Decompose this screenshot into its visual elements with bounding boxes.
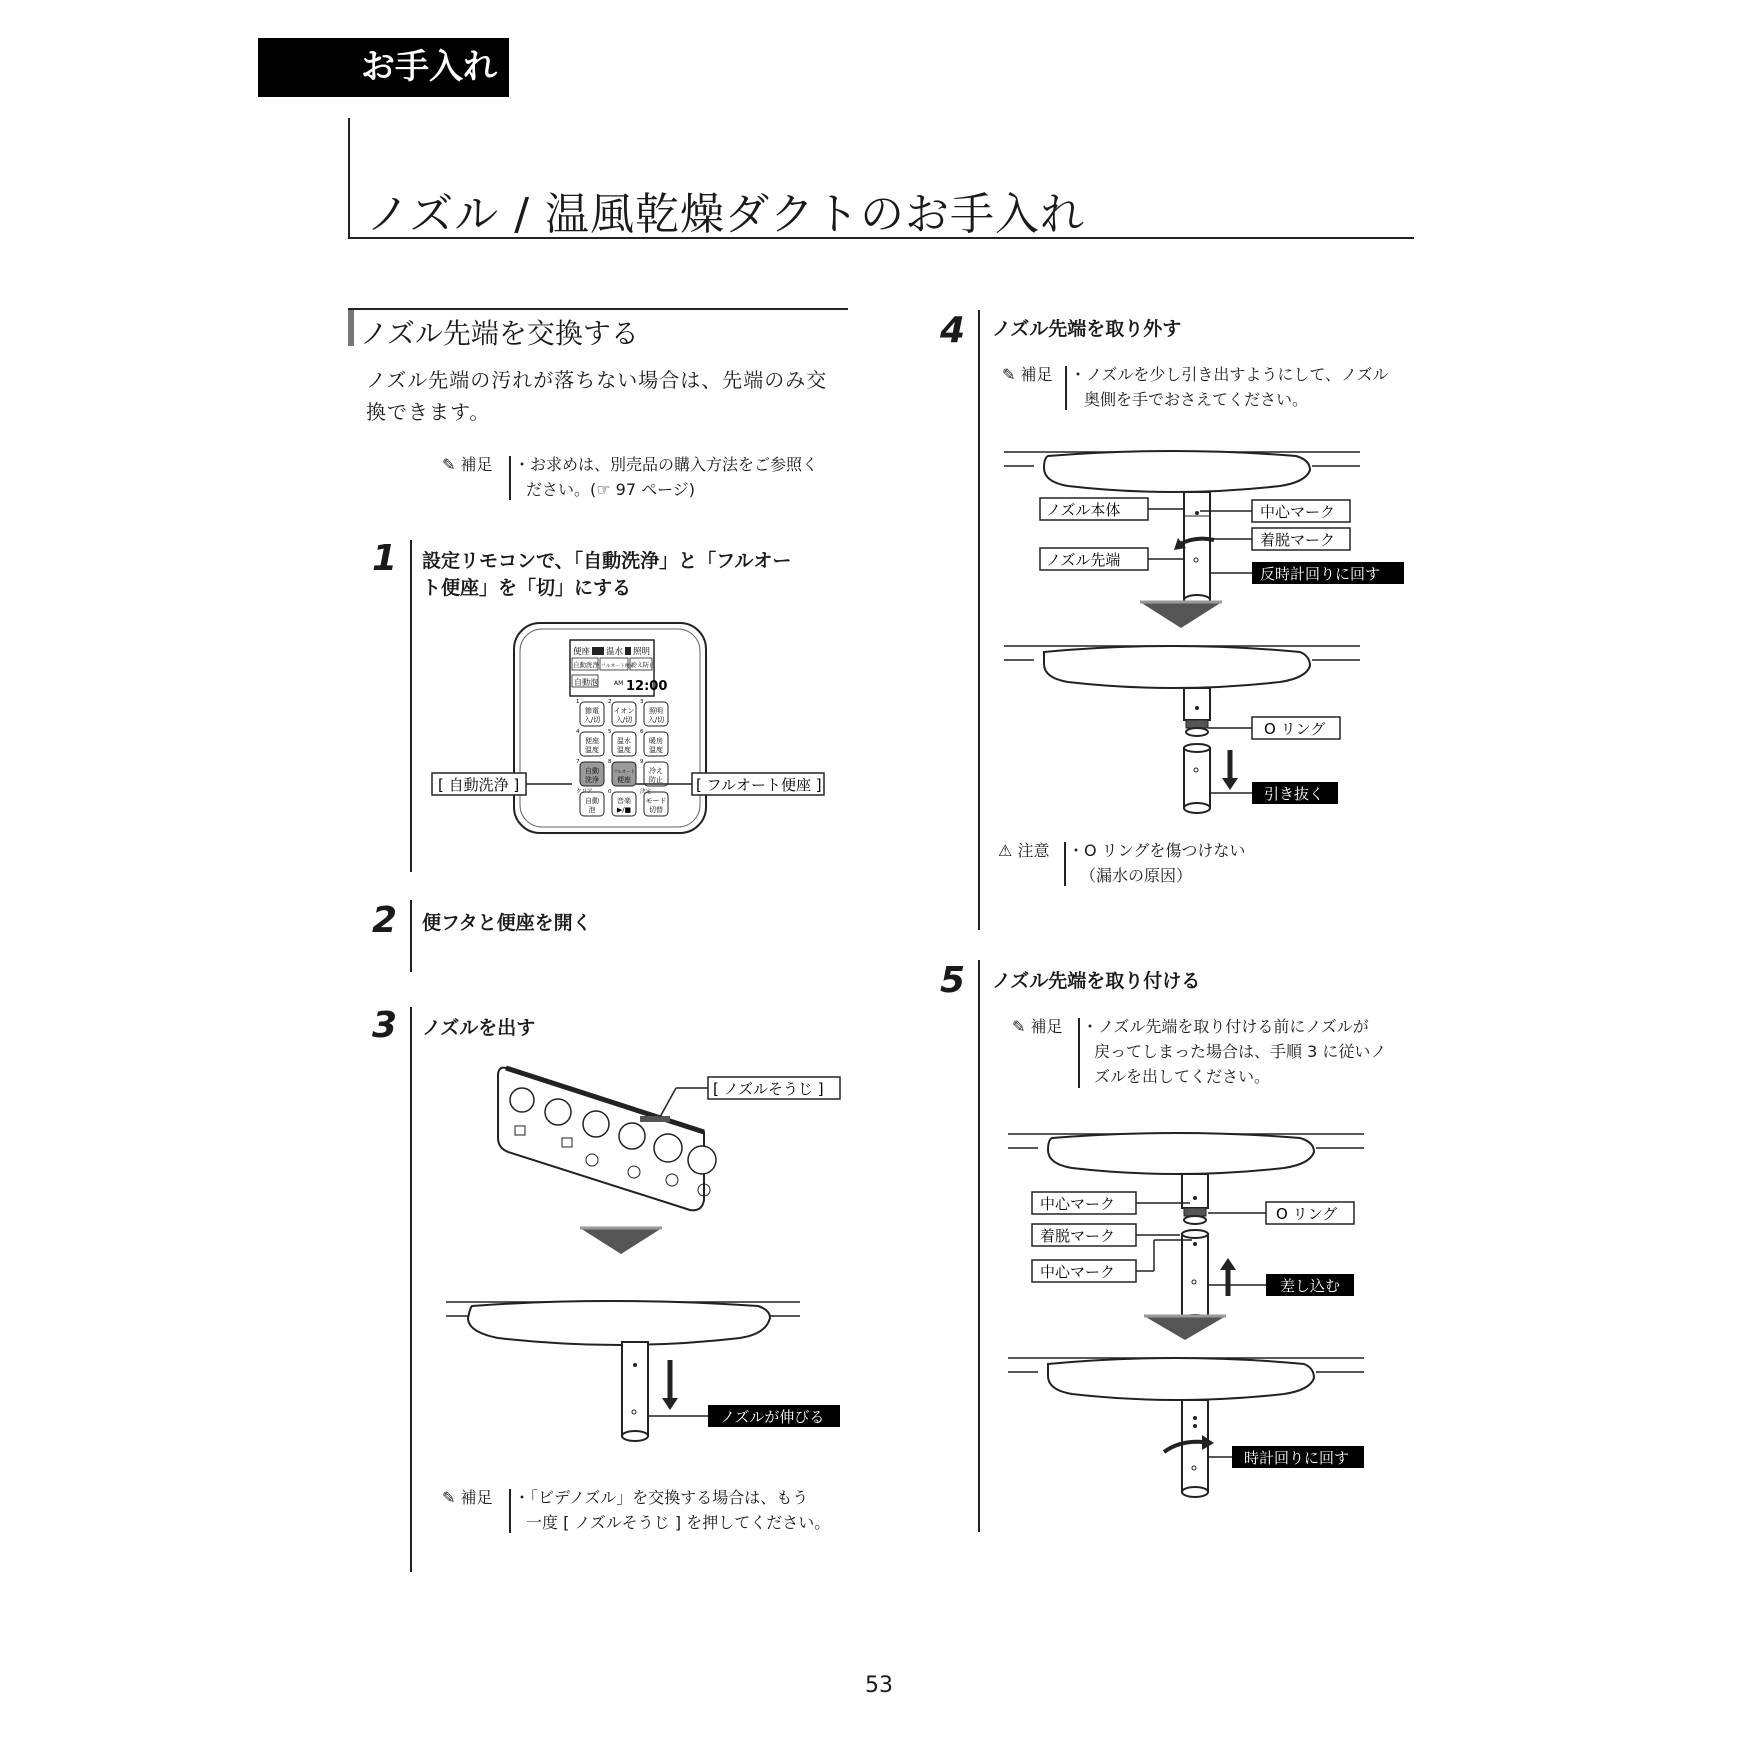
nozzle — [1184, 492, 1210, 600]
step-title — [422, 548, 791, 602]
step-rule — [410, 540, 412, 872]
note-label — [1012, 1014, 1063, 1039]
label-pull: 引き抜く — [1264, 785, 1325, 803]
key-number: 6 — [640, 729, 644, 735]
page-title: ノズル / 温風乾燥ダクトのお手入れ — [366, 189, 1086, 240]
lcd-row-1 — [573, 646, 651, 657]
step-number: 4 — [940, 310, 966, 351]
step3-illustration — [440, 1060, 860, 1450]
lcd-label: 温水 — [606, 647, 624, 657]
key-label: 節電 — [585, 707, 599, 715]
key-number: 8 — [608, 759, 612, 765]
note-before-attach — [1012, 1014, 1432, 1092]
step-title-line-2: ト便座」を「切」にする — [422, 577, 632, 599]
key-number: 1 — [576, 699, 580, 705]
nozzle — [622, 1342, 648, 1436]
o-ring — [1184, 1208, 1206, 1216]
warning-icon: ⚠ — [998, 841, 1013, 860]
caution-line-1: ・O リングを傷つけない — [1068, 841, 1246, 860]
key-label: フルオート — [612, 770, 636, 775]
lcd-time: 12:00 — [626, 679, 668, 694]
lcd-label: フルオート便座 — [601, 664, 635, 669]
key-number: 0 — [608, 789, 612, 795]
note-label — [442, 1485, 493, 1510]
key-label: 照明 — [649, 707, 663, 715]
remote-key — [576, 788, 604, 816]
step-title: 便フタと便座を開く — [422, 912, 592, 934]
step-number: 3 — [372, 1005, 398, 1046]
step-number: 2 — [372, 900, 398, 941]
label-extend: ノズルが伸びる — [720, 1408, 825, 1426]
note-label — [1002, 362, 1053, 387]
caution-label-text: 注意 — [1017, 841, 1050, 860]
down-chevron-icon — [1140, 602, 1222, 628]
step-rule — [978, 310, 980, 930]
intro-line-2: 換できます。 — [366, 400, 491, 424]
lcd-label: 冷え防止 — [631, 662, 656, 669]
key-label: 温度 — [585, 746, 599, 754]
subsection-rule — [348, 308, 848, 310]
note-line-2: 奥側を手でおさえてください。 — [1084, 390, 1309, 409]
note-label-text: 補足 — [1030, 1017, 1063, 1036]
step4-illustration — [1000, 440, 1420, 820]
label-insert: 差し込む — [1280, 1277, 1341, 1295]
label-nozzle-body: ノズル本体 — [1046, 501, 1121, 519]
key-label: 洗浄 — [585, 776, 599, 784]
key-label: 便座 — [617, 776, 631, 784]
callout-nozzle-clean: [ ノズルそうじ ] — [713, 1080, 824, 1098]
note-line-1: ・ノズルを少し引き出すようにして、ノズル — [1070, 365, 1389, 384]
lcd-label: 自動泡 — [574, 678, 598, 687]
o-ring — [1186, 720, 1208, 728]
pencil-icon: ✎ — [442, 455, 456, 474]
note-divider — [509, 1489, 511, 1533]
nozzle-tip — [1184, 748, 1210, 808]
caution-line-2: （漏水の原因） — [1080, 866, 1193, 885]
note-label-text: 補足 — [1020, 365, 1053, 384]
note-line-2: 戻ってしまった場合は、手順 3 に従いノ — [1094, 1042, 1387, 1061]
key-label: 温水 — [617, 737, 631, 745]
key-number: 5 — [608, 729, 612, 735]
note-line-1: ・お求めは、別売品の購入方法をご参照く — [514, 455, 819, 474]
key-label: 泡 — [588, 806, 596, 814]
key-label: 入/切 — [647, 716, 665, 724]
lcd-label: 便座 — [573, 647, 591, 657]
step-title: ノズル先端を取り外す — [992, 318, 1182, 340]
step-rule — [410, 900, 412, 972]
key-number: 4 — [576, 729, 580, 735]
down-chevron-icon — [1144, 1316, 1226, 1340]
note-line-1: ・ノズル先端を取り付ける前にノズルが — [1082, 1017, 1369, 1036]
key-number: 7 — [576, 759, 580, 765]
step5-illustration — [1004, 1122, 1424, 1502]
subsection-marker — [348, 310, 354, 346]
label-nozzle-tip: ノズル先端 — [1046, 551, 1121, 569]
side-control-panel — [498, 1068, 716, 1211]
note-line-2: 一度 [ ノズルそうじ ] を押してください。 — [526, 1513, 831, 1532]
key-number: 2 — [608, 699, 612, 705]
step-number: 1 — [372, 538, 398, 579]
step-rule — [978, 960, 980, 1532]
page-number: 53 — [865, 1673, 893, 1698]
note-line-2: ださい。(☞ 97 ページ) — [526, 480, 696, 499]
lcd-label: 自動洗浄 — [573, 661, 599, 669]
note-label — [442, 452, 493, 477]
pencil-icon: ✎ — [1012, 1017, 1026, 1036]
note-label-text: 補足 — [460, 1488, 493, 1507]
key-label: 入/切 — [615, 716, 633, 724]
label-cw: 時計回りに回す — [1244, 1449, 1350, 1467]
key-label: モード — [645, 797, 667, 805]
key-number: 9 — [640, 759, 644, 765]
key-label: 防止 — [649, 776, 663, 784]
note-bidet — [442, 1485, 842, 1537]
intro-line-1: ノズル先端の汚れが落ちない場合は、先端のみ交 — [366, 368, 828, 392]
remote-control-illustration — [430, 620, 830, 840]
down-chevron-icon — [580, 1228, 662, 1254]
lcd-am: AM — [614, 680, 624, 687]
note-line-3: ズルを出してください。 — [1094, 1067, 1271, 1086]
key-label: 入/切 — [583, 716, 601, 724]
caution-label — [998, 838, 1049, 863]
key-label: 音楽 — [617, 797, 631, 805]
note-divider — [1078, 1018, 1080, 1088]
key-number: 3 — [640, 699, 644, 705]
key-label: 切替 — [649, 806, 663, 814]
label-center-mark-2: 中心マーク — [1040, 1263, 1116, 1281]
step-rule — [410, 1007, 412, 1572]
note-divider — [509, 456, 511, 500]
nozzle-tip — [1182, 1234, 1208, 1320]
note-line-1: ・「ビデノズル」を交換する場合は、もう — [514, 1488, 809, 1507]
step-title: ノズルを出す — [422, 1017, 536, 1039]
subsection-title: ノズル先端を交換する — [360, 317, 639, 350]
key-number: 決定 — [640, 789, 652, 795]
key-number: クリア — [576, 789, 593, 795]
callout-auto-wash: [ 自動洗浄 ] — [438, 776, 520, 794]
intro-text — [366, 364, 856, 428]
key-label: イオン — [613, 707, 635, 715]
label-center-mark: 中心マーク — [1260, 503, 1336, 521]
pencil-icon: ✎ — [1002, 365, 1016, 384]
step-number: 5 — [940, 960, 966, 1001]
step-title-line-1: 設定リモコンで、「自動洗浄」と「フルオー — [422, 550, 792, 572]
note-hold-nozzle — [1002, 362, 1422, 414]
label-ccw: 反時計回りに回す — [1260, 565, 1381, 583]
label-center-mark-1: 中心マーク — [1040, 1195, 1116, 1213]
key-label: 自動 — [585, 767, 599, 775]
label-oring: O リング — [1276, 1205, 1338, 1223]
step-title: ノズル先端を取り付ける — [992, 970, 1201, 992]
note-label-text: 補足 — [460, 455, 493, 474]
key-label: 暖房 — [649, 737, 663, 745]
label-detach-mark: 着脱マーク — [1040, 1227, 1116, 1245]
note-divider — [1064, 842, 1066, 886]
key-label: ▶/■ — [616, 806, 632, 814]
callout-full-auto: [ フルオート便座 ] — [696, 776, 822, 794]
key-label: 温度 — [617, 746, 631, 754]
key-label: 温度 — [649, 746, 663, 754]
pencil-icon: ✎ — [442, 1488, 456, 1507]
label-oring: O リング — [1264, 720, 1326, 738]
note-divider — [1065, 366, 1067, 410]
label-detach-mark: 着脱マーク — [1260, 531, 1336, 549]
section-tab: お手入れ — [258, 38, 509, 97]
key-label: 冷え — [649, 767, 663, 775]
title-rule-vertical — [348, 118, 350, 239]
note-purchase — [442, 452, 842, 504]
key-label: 自動 — [585, 797, 599, 805]
caution-oring — [998, 838, 1418, 890]
key-label: 便座 — [585, 737, 599, 745]
lcd-label: 照明 — [633, 647, 651, 657]
